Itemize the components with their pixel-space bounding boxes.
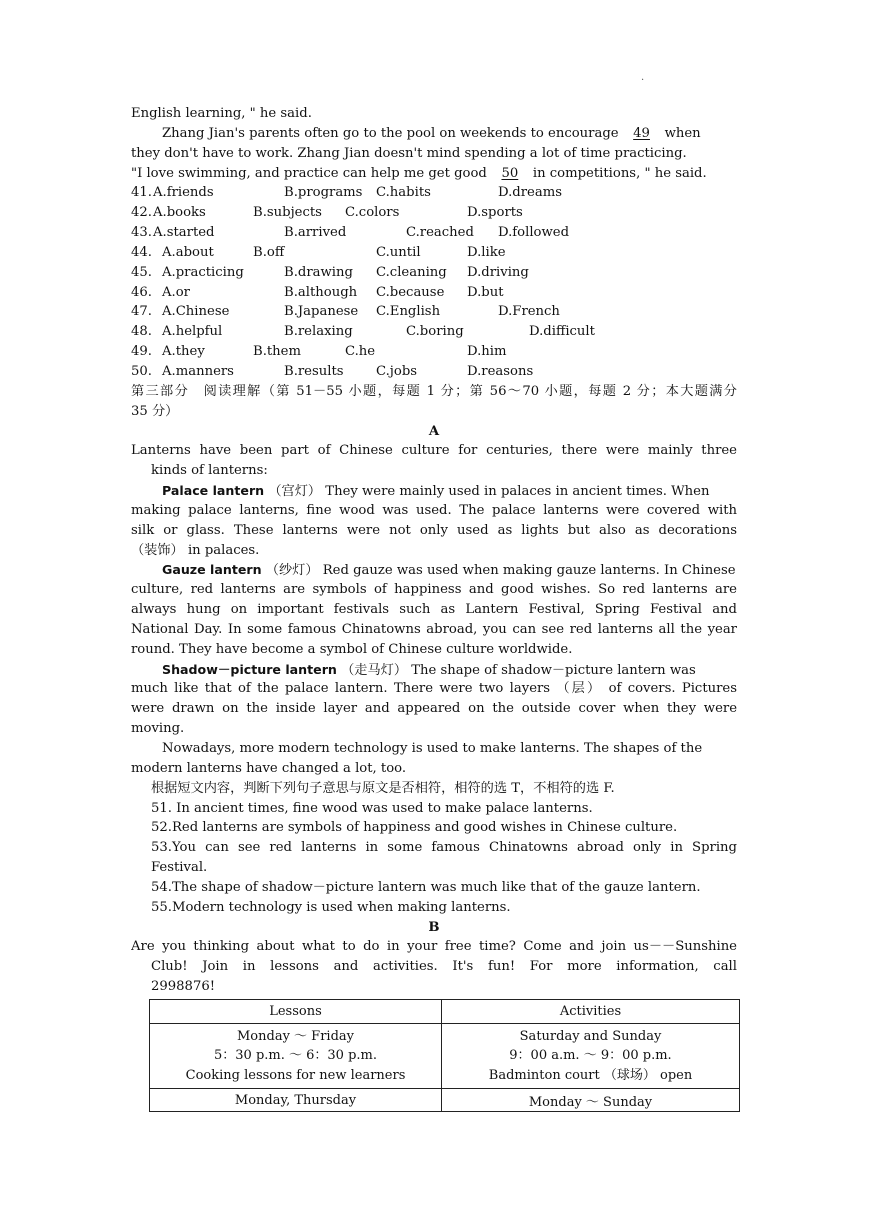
paragraph-line: always hung on important festivals such as Lantern Festival, Spring Festival and — [131, 602, 737, 618]
paragraph-line: much like that of the palace lantern. There were two layers （层） of covers. Pictures — [131, 681, 737, 697]
option-c: C.habits — [376, 185, 431, 201]
intro-line — [131, 124, 737, 144]
question-number: 43. — [131, 225, 152, 241]
table-header-activities: Activities — [442, 1000, 740, 1024]
option-c: C.boring — [406, 324, 464, 340]
option-b: B.programs — [284, 185, 363, 201]
shadow-lantern-cn: （走马灯） — [341, 662, 408, 678]
cell-line: Monday ～ Friday — [236, 1028, 354, 1044]
question-number: 49. — [131, 344, 152, 360]
option-b: B.relaxing — [284, 324, 353, 340]
intro-text: when — [664, 125, 701, 141]
paragraph-line: Are you thinking about what to do in your free time? Come and join us－－Sunshine — [131, 939, 737, 955]
intro-line — [131, 164, 737, 184]
option-d: D.dreams — [498, 185, 562, 201]
section-title: 35 分） — [131, 403, 179, 419]
tf-question-53: 53.You can see red lanterns in some famous Chinatowns abroad only in Spring — [151, 840, 737, 856]
paragraph-line: （装饰） in palaces. — [131, 542, 260, 558]
question-number: 46. — [131, 284, 152, 300]
tf-instruction: 根据短文内容，判断下列句子意思与原文是否相符，相符的选 T，不相符的选 F. — [151, 780, 615, 796]
cell-line: 9：00 a.m. ～ 9：00 p.m. — [509, 1048, 672, 1064]
tf-question-55: 55.Modern technology is used when making lanterns. — [151, 899, 511, 915]
option-c: C.colors — [345, 205, 400, 221]
question-number: 42. — [131, 205, 152, 221]
option-a: A.or — [162, 284, 190, 300]
intro-line: they don't have to work. Zhang Jian doesn't mind spending a lot of time practicing. — [131, 145, 687, 161]
option-b: B.although — [284, 284, 358, 300]
palace-lantern-title: Palace lantern — [162, 483, 265, 499]
option-d: D.him — [467, 344, 507, 360]
option-a: A.helpful — [162, 324, 223, 340]
paragraph-line: Lanterns have been part of Chinese culture for centuries, there were mainly three — [131, 443, 737, 459]
option-b: B.Japanese — [284, 304, 359, 320]
question-number: 44. — [131, 244, 152, 260]
option-row — [131, 342, 737, 362]
shadow-lantern-title: Shadow－picture lantern — [162, 661, 337, 677]
passage-b-heading: B — [428, 919, 440, 935]
paragraph-line: National Day. In some famous Chinatowns abroad, you can see red lanterns all the year — [131, 621, 737, 637]
question-number: 41. — [131, 185, 152, 201]
table-cell — [150, 1024, 442, 1089]
tf-question-54: 54.The shape of shadow－picture lantern was much like that of the gauze lantern. — [151, 879, 701, 895]
paragraph-line: Nowadays, more modern technology is used to make lanterns. The shapes of the — [162, 741, 703, 756]
option-b: B.subjects — [253, 205, 322, 221]
option-d: D.sports — [467, 205, 523, 221]
option-row — [131, 243, 737, 263]
option-b: B.them — [253, 344, 301, 360]
option-d: D.French — [498, 304, 560, 320]
option-b: B.arrived — [284, 225, 347, 241]
intro-text: "I love swimming, and practice can help me get good — [131, 165, 487, 181]
tf-question-51: 51. In ancient times, fine wood was used to make palace lanterns. — [151, 800, 593, 816]
palace-lantern-line — [131, 481, 737, 501]
option-a: A.they — [162, 344, 205, 360]
intro-text: in competitions, " he said. — [532, 165, 707, 181]
question-number: 48. — [131, 324, 152, 340]
paragraph-text: Red gauze was used when making gauze lanterns. In Chinese — [322, 563, 736, 579]
shadow-lantern-line — [131, 660, 737, 680]
paragraph-line: making palace lanterns, fine wood was used. The palace lanterns were covered with — [131, 502, 737, 518]
option-row — [131, 183, 737, 203]
question-number: 47. — [131, 304, 152, 320]
table-header-lessons: Lessons — [150, 1000, 442, 1024]
option-c: C.jobs — [376, 363, 418, 379]
option-c: C.reached — [406, 225, 474, 241]
option-a: A.started — [153, 225, 215, 241]
gauze-lantern-title: Gauze lantern — [162, 562, 262, 578]
option-row — [131, 263, 737, 283]
intro-line: English learning, " he said. — [131, 106, 312, 121]
option-a: A.manners — [162, 363, 234, 379]
section-title: 第三部分 阅读理解（第 51－55 小题，每题 1 分；第 56～70 小题，每题 2 分；本大题满分 — [131, 383, 737, 399]
passage-a-heading: A — [428, 423, 440, 439]
option-d: D.difficult — [529, 324, 595, 340]
table-row — [150, 1089, 740, 1112]
option-b: B.drawing — [284, 264, 353, 280]
blank-50: 50 — [501, 165, 519, 181]
paragraph-line: silk or glass. These lanterns were not only used as lights but also as decorations — [131, 522, 737, 538]
paragraph-line: modern lanterns have changed a lot, too. — [131, 760, 407, 776]
option-d: D.driving — [467, 264, 529, 280]
paragraph-line: round. They have become a symbol of Chinese culture worldwide. — [131, 641, 573, 657]
option-c: C.he — [345, 344, 376, 360]
option-c: C.until — [376, 244, 421, 260]
option-a: A.books — [153, 205, 206, 221]
option-a: A.Chinese — [162, 304, 230, 320]
table-row — [150, 1024, 740, 1089]
paragraph-text: They were mainly used in palaces in ancient times. When — [325, 484, 710, 500]
option-row — [131, 203, 737, 223]
paragraph-line: kinds of lanterns: — [151, 463, 268, 479]
phone-number: 2998876! — [151, 979, 216, 995]
gauze-lantern-cn: （纱灯） — [265, 563, 319, 579]
option-d: D.reasons — [467, 363, 534, 379]
blank-49: 49 — [633, 125, 650, 141]
paragraph-line: culture, red lanterns are symbols of happiness and good wishes. So red lanterns are — [131, 582, 737, 598]
tf-question-52: 52.Red lanterns are symbols of happiness and good wishes in Chinese culture. — [151, 820, 678, 836]
option-c: C.English — [376, 304, 441, 320]
tf-question-53-cont: Festival. — [151, 860, 208, 876]
table-header-row — [150, 1000, 740, 1024]
option-row — [131, 362, 737, 382]
exam-page — [131, 104, 737, 997]
option-c: C.because — [376, 284, 445, 300]
option-d: D.like — [467, 244, 506, 260]
question-number: 45. — [131, 264, 152, 280]
option-b: B.off — [253, 244, 285, 260]
option-a: A.practicing — [162, 264, 244, 280]
cell-line: Badminton court （球场） open — [488, 1067, 693, 1083]
question-number: 50. — [131, 363, 152, 379]
header-mark: . — [641, 72, 645, 83]
option-d: D.followed — [498, 225, 570, 241]
option-d: D.but — [467, 284, 504, 300]
option-a: A.about — [162, 244, 214, 260]
palace-lantern-cn: （宫灯） — [268, 484, 322, 500]
table-cell: Monday, Thursday — [150, 1089, 442, 1112]
option-row — [131, 322, 737, 342]
gauze-lantern-line — [131, 560, 737, 580]
option-c: C.cleaning — [376, 264, 447, 280]
option-row — [131, 302, 737, 322]
option-row — [131, 283, 737, 303]
intro-text: Zhang Jian's parents often go to the pool on weekends to encourage — [162, 125, 619, 141]
cell-line: Saturday and Sunday — [519, 1028, 662, 1044]
option-b: B.results — [284, 363, 344, 379]
paragraph-text: The shape of shadow－picture lantern was — [411, 662, 696, 678]
paragraph-line: moving. — [131, 721, 185, 737]
cell-line: 5：30 p.m. ～ 6：30 p.m. — [214, 1048, 377, 1064]
table-cell: Monday ～ Sunday — [442, 1089, 740, 1112]
table-cell — [442, 1024, 740, 1089]
club-schedule-table — [149, 999, 740, 1112]
option-row — [131, 223, 737, 243]
paragraph-line: were drawn on the inside layer and appeared on the outside cover when they were — [131, 701, 737, 717]
option-a: A.friends — [153, 185, 214, 201]
paragraph-line: Club! Join in lessons and activities. It's fun! For more information, call — [151, 959, 737, 975]
cell-line: Cooking lessons for new learners — [185, 1067, 406, 1083]
